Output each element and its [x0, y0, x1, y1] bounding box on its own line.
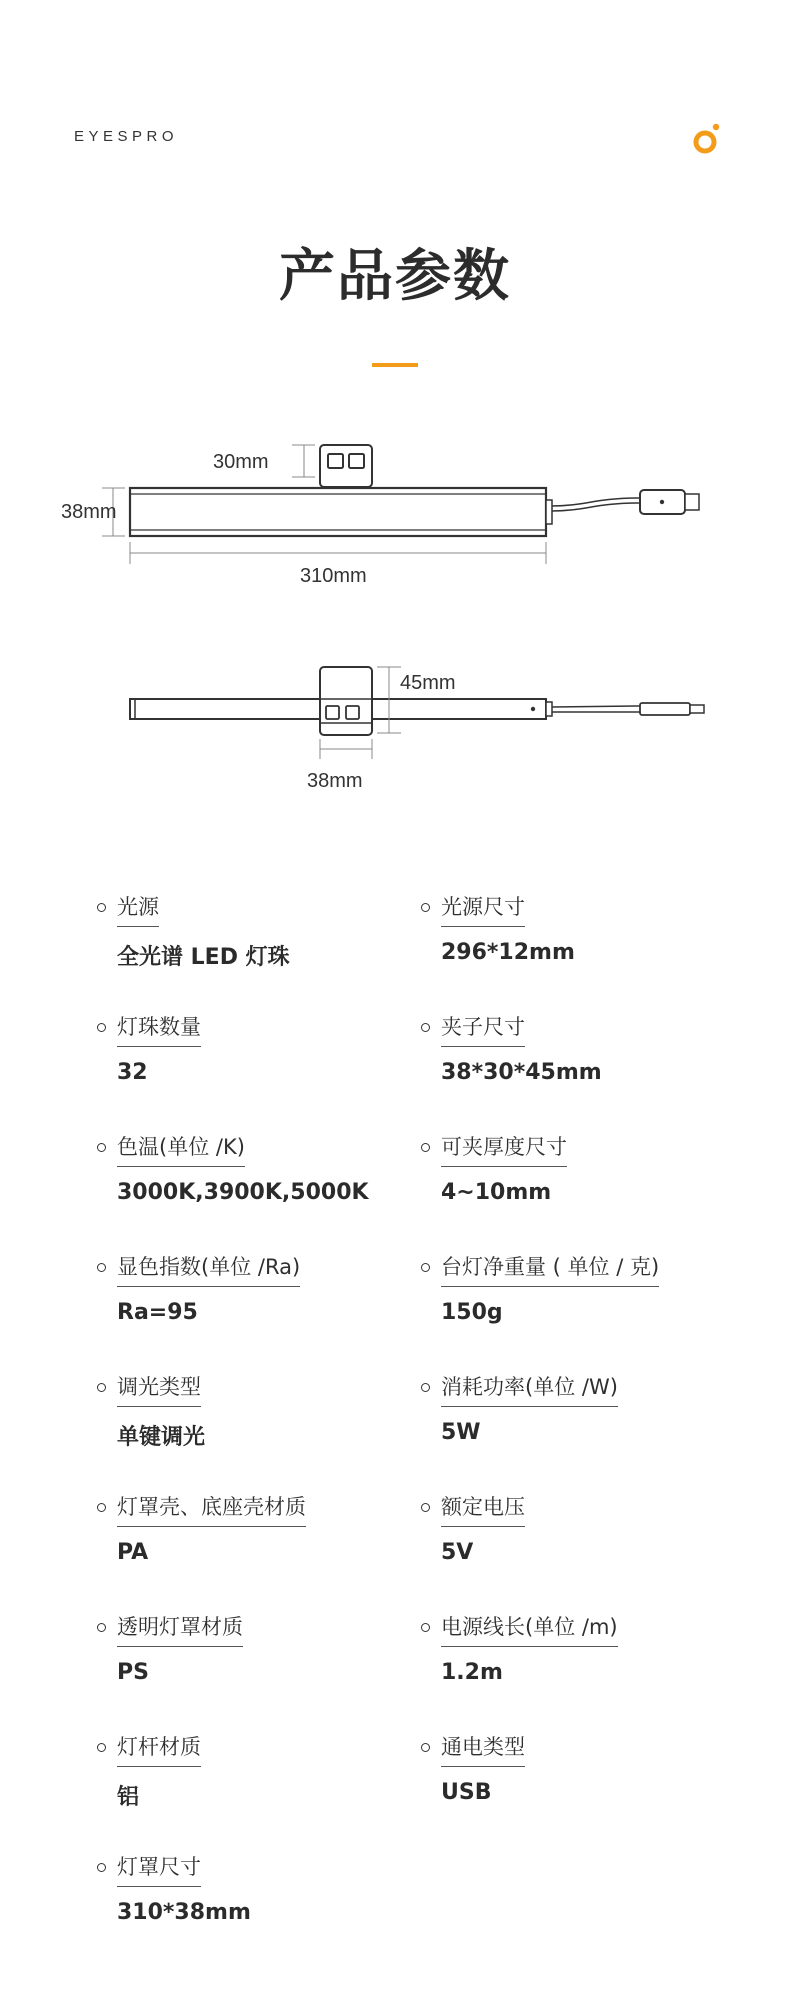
spec-label: 光源: [117, 893, 159, 927]
bullet-icon: [421, 1623, 430, 1632]
clip-width-label: 38mm: [307, 770, 363, 792]
spec-value: 38*30*45mm: [441, 1060, 602, 1085]
lamp-front-diagram: [55, 440, 735, 600]
spec-value: 铝: [117, 1785, 140, 1810]
spec-label: 额定电压: [441, 1493, 525, 1527]
lamp-length-dimension: [130, 542, 546, 587]
spec-value: 296*12mm: [441, 940, 575, 965]
clip-side-shape: [320, 667, 372, 735]
bullet-icon: [97, 903, 106, 912]
title-underline: [372, 363, 418, 367]
usb-cable: [552, 490, 699, 514]
spec-value: 150g: [441, 1300, 503, 1325]
spec-label: 调光类型: [117, 1373, 201, 1407]
bullet-icon: [421, 903, 430, 912]
clip-width-dimension: [307, 739, 372, 792]
page-title: 产品参数: [279, 244, 511, 309]
bullet-icon: [421, 1383, 430, 1392]
spec-label: 消耗功率(单位 /W): [441, 1373, 618, 1407]
lamp-side-diagram: [55, 655, 735, 805]
spec-label: 色温(单位 /K): [117, 1133, 245, 1167]
spec-value: 4~10mm: [441, 1180, 552, 1205]
bullet-icon: [97, 1623, 106, 1632]
spec-value: PS: [117, 1660, 149, 1685]
spec-label: 夹子尺寸: [441, 1013, 525, 1047]
bullet-icon: [97, 1023, 106, 1032]
spec-label: 显色指数(单位 /Ra): [117, 1253, 300, 1287]
lamp-height-label: 38mm: [61, 501, 117, 523]
brand-name: EYESPRO: [74, 128, 179, 145]
spec-label: 灯杆材质: [117, 1733, 201, 1767]
lamp-height-dimension: [61, 488, 125, 536]
bullet-icon: [97, 1743, 106, 1752]
spec-value: 1.2m: [441, 1660, 503, 1685]
bullet-icon: [421, 1743, 430, 1752]
bullet-icon: [421, 1503, 430, 1512]
logo-icon: [692, 122, 722, 156]
spec-label: 台灯净重量 ( 单位 / 克): [441, 1253, 659, 1287]
spec-label: 透明灯罩材质: [117, 1613, 243, 1647]
spec-value: Ra=95: [117, 1300, 198, 1325]
bullet-icon: [97, 1383, 106, 1392]
spec-label: 电源线长(单位 /m): [441, 1613, 618, 1647]
spec-label: 光源尺寸: [441, 893, 525, 927]
spec-value: 5W: [441, 1420, 481, 1445]
clip-shape: [320, 445, 372, 487]
spec-label: 可夹厚度尺寸: [441, 1133, 567, 1167]
spec-value: 310*38mm: [117, 1900, 251, 1925]
spec-value: USB: [441, 1780, 492, 1805]
spec-value: 32: [117, 1060, 148, 1085]
spec-value: 3000K,3900K,5000K: [117, 1180, 369, 1205]
spec-label: 灯罩壳、底座壳材质: [117, 1493, 306, 1527]
bullet-icon: [421, 1143, 430, 1152]
lamp-length-label: 310mm: [300, 565, 367, 587]
spec-value: 5V: [441, 1540, 474, 1565]
clip-height-dimension: [213, 445, 315, 477]
bullet-icon: [421, 1023, 430, 1032]
spec-label: 灯珠数量: [117, 1013, 201, 1047]
lamp-bar: [130, 488, 552, 536]
spec-label: 灯罩尺寸: [117, 1853, 201, 1887]
clip-depth-label: 45mm: [400, 672, 456, 694]
bullet-icon: [421, 1263, 430, 1272]
spec-value: 全光谱 LED 灯珠: [117, 945, 290, 970]
bullet-icon: [97, 1503, 106, 1512]
bullet-icon: [97, 1263, 106, 1272]
clip-height-label: 30mm: [213, 451, 269, 473]
bullet-icon: [97, 1143, 106, 1152]
bullet-icon: [97, 1863, 106, 1872]
spec-value: 单键调光: [117, 1425, 206, 1450]
spec-label: 通电类型: [441, 1733, 525, 1767]
spec-value: PA: [117, 1540, 149, 1565]
cable-side: [552, 703, 704, 715]
